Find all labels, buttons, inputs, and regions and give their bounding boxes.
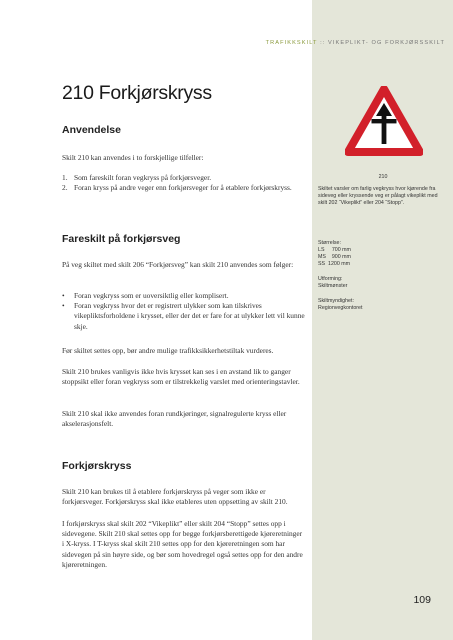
paragraph [62,346,306,356]
authority-label: Skiltmyndighet: [318,298,354,304]
fareskilt-intro-text: På veg skiltet med skilt 206 “Forkjørsveg” kan skilt 210 anvendes som følger: [62,260,294,269]
list-marker: 1. [62,173,68,182]
paragraph-text: I forkjørskryss skal skilt 202 “Vikeplikt” eller skilt 204 “Stopp” settes opp i sidevegene. Skilt 210 skal settes opp for begge forkjørsberettigede kjøreretninger i X-kryss. I T-kryss skal skilt 210 settes opp for den kjøreretningen som har sidevegen på sin høyre side, og bør som hovedregel også settes opp for den andre kjøreretningen. [62,519,303,569]
page-title: 210 Forkjørskryss [62,82,212,104]
paragraph [62,367,306,387]
fareskilt-intro [62,260,306,270]
design-value: Skiltmønster [318,283,348,289]
paragraph-text: Før skiltet settes opp, bør andre mulige trafikksikkerhetstiltak vurderes. [62,346,274,355]
page-number: 109 [413,594,431,606]
size-label: Størrelse: [318,240,341,246]
size-ms: MS 900 mm [318,254,351,260]
design-label: Utforming: [318,276,343,282]
sign-number: 210 [378,174,388,180]
size-ss: SS 1200 mm [318,261,351,267]
heading-forkjorskryss: Forkjørskryss [62,460,132,472]
paragraph-text: Skilt 210 brukes vanligvis ikke hvis krysset kan ses i en avstand lik to ganger stoppsikt eller foran vegkryss som er tilstrekkelig varslet med orienteringstavler. [62,367,300,387]
list-item-text: Foran vegkryss hvor det er registrert ulykker som kan tilskrives vikepliktsforholdene i krysset, eller der det er fare for at ulykker lett vil kunne skje. [74,301,305,331]
paragraph [62,409,306,429]
list-marker: 2. [62,183,68,193]
anvendelse-intro-text: Skilt 210 kan anvendes i to forskjellige tilfeller: [62,153,204,162]
running-header [200,40,445,46]
list-item-text: Som fareskilt foran vegkryss på forkjørsveger. [74,173,212,182]
list-marker: • [62,301,65,311]
list-item-text: Foran vegkryss som er uoversiktlig eller komplisert. [74,291,229,300]
heading-anvendelse: Anvendelse [62,124,121,136]
anvendelse-intro [62,153,306,163]
list-item [62,291,306,301]
paragraph [62,487,306,507]
running-header-subsection: :: VIKEPLIKT- OG FORKJØRSSKILT [317,40,445,46]
warning-triangle-crossroads-priority-icon [345,86,423,156]
list-item [62,173,306,183]
sign-description: Skiltet varsler om farlig vegkryss hvor kjørende fra sideveg eller kryssende veg er pålagt vikeplikt med skilt 202 “Vikeplikt” eller 204 “Stopp”. [318,186,438,206]
list-item-text: Foran kryss på andre veger enn forkjørsveger for å etablere forkjørskryss. [74,183,292,193]
paragraph [62,519,306,570]
list-item [62,183,306,193]
list-item [62,301,306,332]
list-marker: • [62,291,65,300]
paragraph-text: Skilt 210 kan brukes til å etablere forkjørskryss på veger som ikke er forkjørsveger. Forkjørskryss skal ikke etableres uten oppsetting av skilt 210. [62,487,288,507]
running-header-section: TRAFIKKSKILT [265,40,318,46]
anvendelse-list [62,173,306,193]
fareskilt-list [62,291,306,332]
heading-fareskilt: Fareskilt på forkjørsveg [62,233,181,245]
authority-value: Regionvegkontoret [318,305,363,311]
size-ls: LS 700 mm [318,247,351,253]
paragraph-text: Skilt 210 skal ikke anvendes foran rundkjøringer, signalregulerte kryss eller akselerasjonsfelt. [62,409,287,429]
